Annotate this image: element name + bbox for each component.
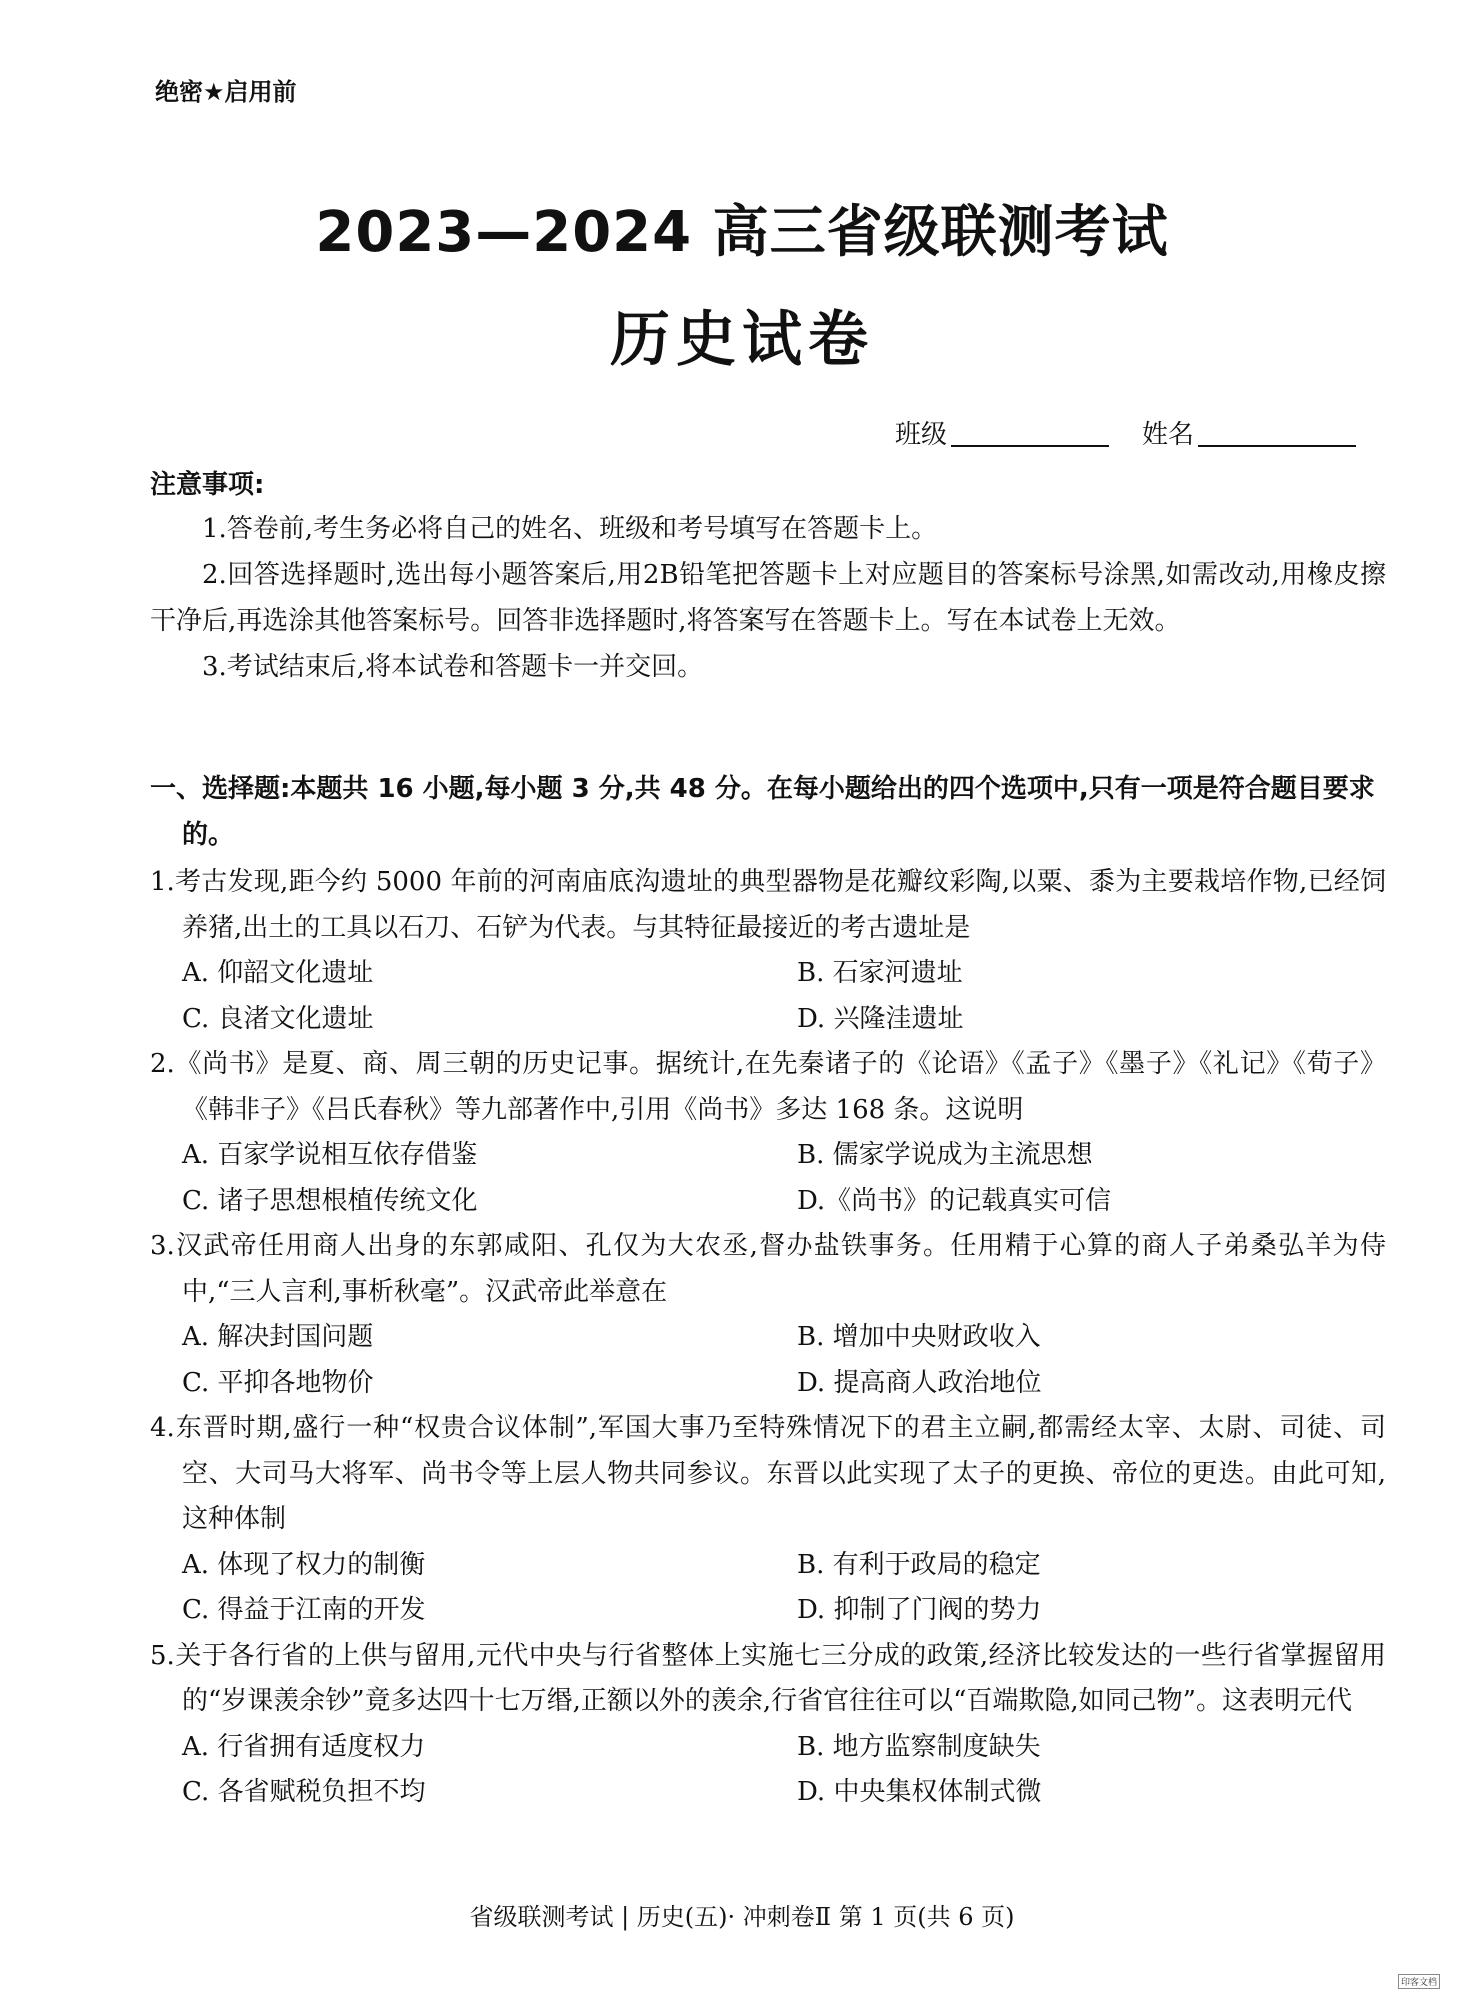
subject-title: 历史试卷 bbox=[610, 305, 874, 375]
notes-heading: 注意事项: bbox=[150, 470, 265, 500]
name-label: 姓名 bbox=[1142, 420, 1195, 450]
question-1 bbox=[150, 860, 1386, 1042]
option-a: A. 行省拥有适度权力 bbox=[182, 1731, 426, 1762]
question-stem: 2.《尚书》是夏、商、周三朝的历史记事。据统计,在先秦诸子的《论语》《孟子》《墨子》《礼记》《荀子》《韩非子》《吕氏春秋》等九部著作中,引用《尚书》多达 168 条。这说明 bbox=[150, 1049, 1386, 1125]
note-item: 1.答卷前,考生务必将自己的姓名、班级和考号填写在答题卡上。 bbox=[202, 514, 938, 544]
option-b: B. 地方监察制度缺失 bbox=[797, 1731, 1041, 1762]
question-2 bbox=[150, 1042, 1386, 1224]
question-list bbox=[150, 860, 1386, 1816]
option-a: A. 百家学说相互依存借鉴 bbox=[182, 1140, 478, 1170]
option-c: C. 良渚文化遗址 bbox=[182, 1003, 374, 1034]
option-a: A. 体现了权力的制衡 bbox=[182, 1549, 426, 1580]
option-c: C. 平抑各地物价 bbox=[182, 1367, 374, 1398]
question-options bbox=[150, 1725, 1386, 1816]
question-5 bbox=[150, 1634, 1386, 1816]
question-options bbox=[150, 1315, 1386, 1406]
name-field bbox=[1142, 414, 1356, 451]
option-c: C. 各省赋税负担不均 bbox=[182, 1777, 426, 1807]
note-item: 2.回答选择题时,选出每小题答案后,用2B铅笔把答题卡上对应题目的答案标号涂黑,如需改动,用橡皮擦干净后,再选涂其他答案标号。回答非选择题时,将答案写在答题卡上。写在本试卷上无效。 bbox=[150, 560, 1386, 636]
confidential-label: 绝密★启用前 bbox=[155, 78, 297, 106]
option-b: B. 儒家学说成为主流思想 bbox=[797, 1140, 1093, 1170]
option-d: D. 中央集权体制式微 bbox=[797, 1777, 1042, 1807]
exam-title: 2023—2024 高三省级联测考试 bbox=[315, 200, 1169, 265]
option-b: B. 增加中央财政收入 bbox=[797, 1322, 1041, 1352]
watermark-logo: 印客文档 bbox=[1398, 1974, 1440, 1989]
option-b: B. 有利于政局的稳定 bbox=[797, 1549, 1041, 1580]
option-d: D. 提高商人政治地位 bbox=[797, 1367, 1042, 1398]
question-options bbox=[150, 1543, 1386, 1634]
class-blank bbox=[951, 421, 1109, 447]
section-heading: 一、选择题:本题共 16 小题,每小题 3 分,共 48 分。在每小题给出的四个选项中,只有一项是符合题目要求的。 bbox=[150, 774, 1375, 850]
option-d: D.《尚书》的记载真实可信 bbox=[797, 1185, 1112, 1216]
question-4 bbox=[150, 1406, 1386, 1634]
question-options bbox=[150, 1133, 1386, 1224]
class-label: 班级 bbox=[895, 420, 948, 450]
class-field bbox=[895, 414, 1109, 451]
name-blank bbox=[1198, 421, 1356, 447]
option-a: A. 解决封国问题 bbox=[182, 1322, 374, 1352]
question-3 bbox=[150, 1224, 1386, 1406]
question-options bbox=[150, 951, 1386, 1042]
question-stem: 4.东晋时期,盛行一种“权贵合议体制”,军国大事乃至特殊情况下的君主立嗣,都需经太宰、太尉、司徒、司空、大司马大将军、尚书令等上层人物共同参议。东晋以此实现了太子的更换、帝位的更迭。由此可知,这种体制 bbox=[150, 1413, 1386, 1534]
note-item: 3.考试结束后,将本试卷和答题卡一并交回。 bbox=[202, 652, 704, 682]
option-c: C. 诸子思想根植传统文化 bbox=[182, 1185, 478, 1216]
option-a: A. 仰韶文化遗址 bbox=[182, 958, 374, 988]
question-stem: 1.考古发现,距今约 5000 年前的河南庙底沟遗址的典型器物是花瓣纹彩陶,以粟、黍为主要栽培作物,已经饲养猪,出土的工具以石刀、石铲为代表。与其特征最接近的考古遗址是 bbox=[150, 867, 1386, 943]
option-b: B. 石家河遗址 bbox=[797, 958, 963, 988]
question-stem: 3.汉武帝任用商人出身的东郭咸阳、孔仅为大农丞,督办盐铁事务。任用精于心算的商人子弟桑弘羊为侍中,“三人言利,事析秋毫”。汉武帝此举意在 bbox=[150, 1231, 1386, 1307]
option-c: C. 得益于江南的开发 bbox=[182, 1595, 426, 1625]
option-d: D. 抑制了门阀的势力 bbox=[797, 1595, 1042, 1625]
notes-list bbox=[150, 506, 1386, 690]
question-stem: 5.关于各行省的上供与留用,元代中央与行省整体上实施七三分成的政策,经济比较发达的一些行省掌握留用的“岁课羡余钞”竟多达四十七万缗,正额以外的羡余,行省官往往可以“百端欺隐,如同己物”。这表明元代 bbox=[150, 1640, 1386, 1716]
option-d: D. 兴隆洼遗址 bbox=[797, 1003, 964, 1034]
page-footer: 省级联测考试 | 历史(五)· 冲刺卷Ⅱ 第 1 页(共 6 页) bbox=[469, 1903, 1015, 1931]
